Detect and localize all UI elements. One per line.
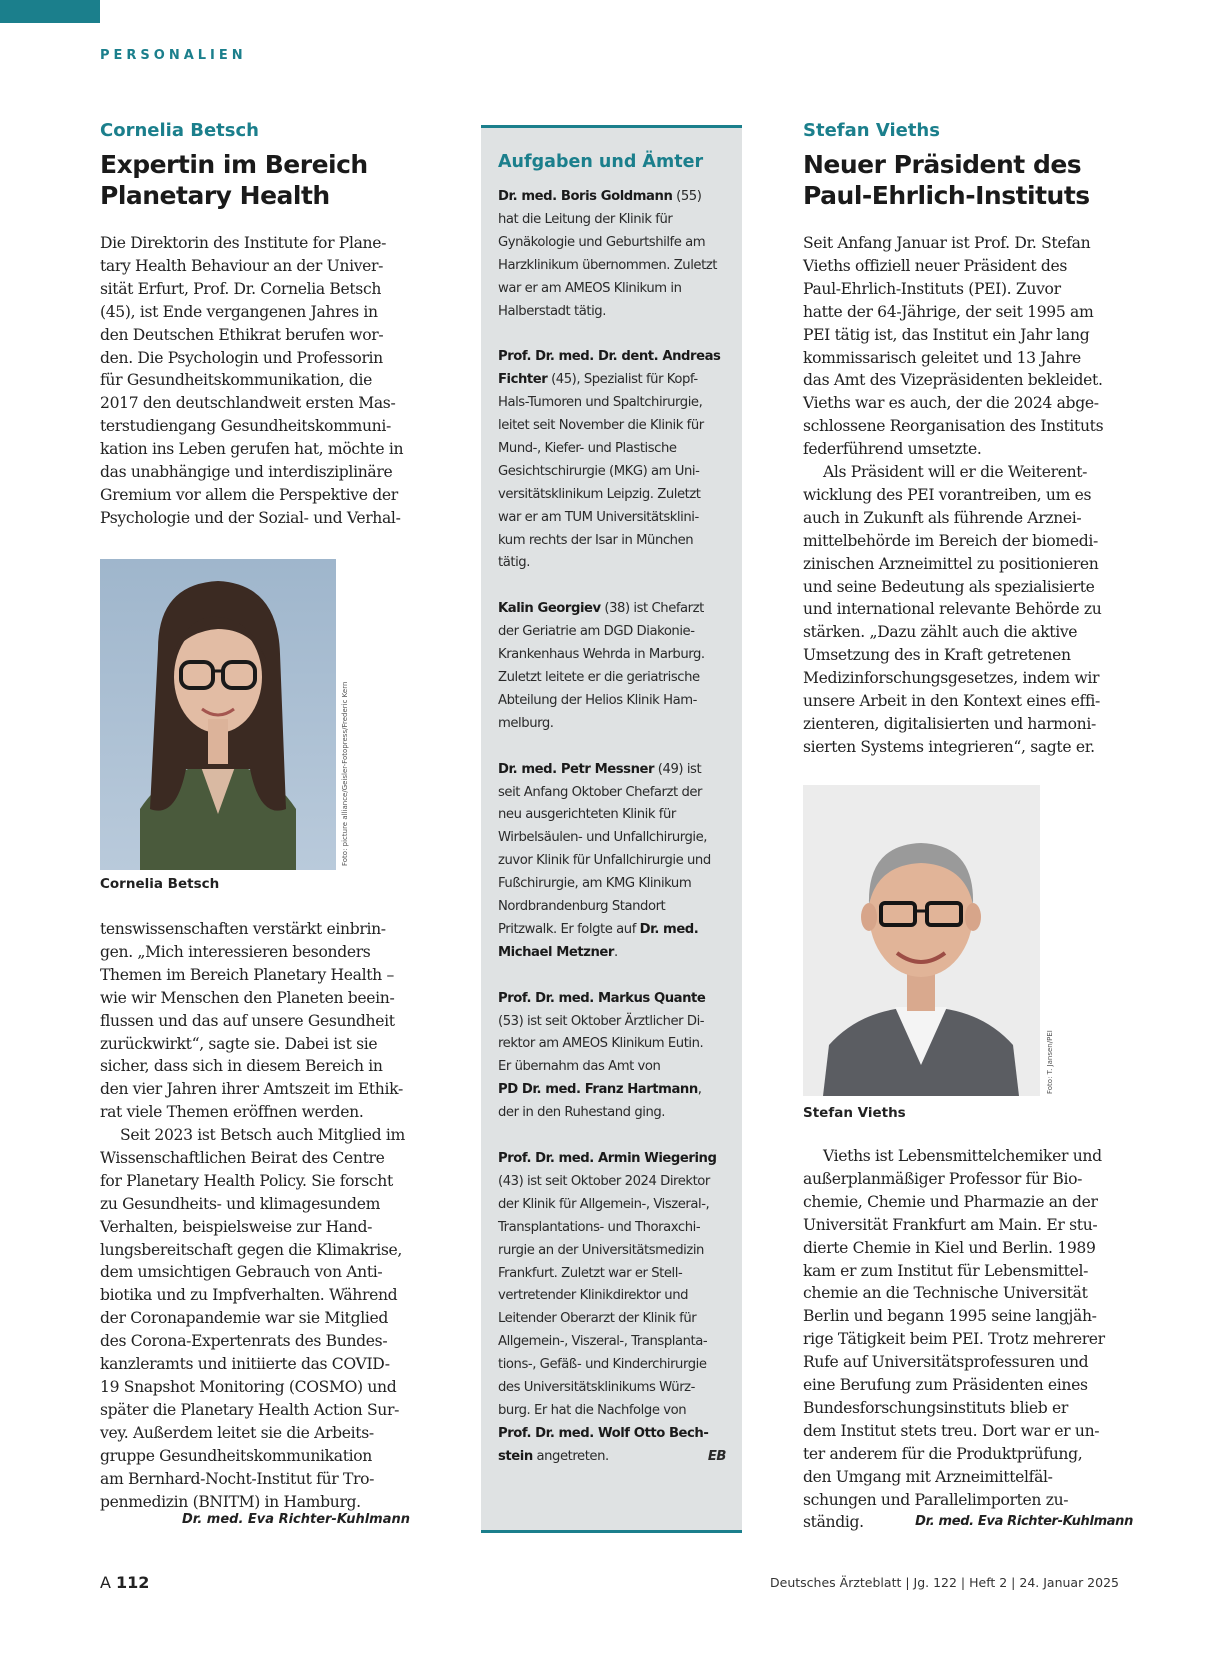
text-line: den Deutschen Ethikrat berufen wor-: [100, 325, 384, 344]
text-line: Halberstadt tätig.: [498, 303, 606, 319]
text-line: 2017 den deutschlandweit ersten Mas-: [100, 394, 396, 413]
right-second-paragraph: [803, 461, 1133, 759]
text-line: Paul-Ehrlich-Instituts (PEI). Zuvor: [803, 279, 1061, 298]
text-line: Transplantations- und Thoraxchi-: [498, 1219, 701, 1235]
text-line: tätig.: [498, 555, 530, 571]
text-line: Gynäkologie und Geburtshilfe am: [498, 234, 706, 250]
sidebar-box: [481, 125, 742, 1533]
text-line: des Corona-Expertenrats des Bundes-: [100, 1332, 388, 1351]
text-line: chemie an die Technische Universität: [803, 1284, 1088, 1303]
text-line: (53) ist seit Oktober Ärztlicher Di-: [498, 1013, 705, 1029]
journal-info: Deutsches Ärzteblatt | Jg. 122 | Heft 2 | 24. Januar 2025: [770, 1575, 1119, 1590]
text-line: terstudiengang Gesundheitskommuni-: [100, 417, 391, 436]
right-author-signature: Dr. med. Eva Richter-Kuhlmann: [915, 1514, 1133, 1529]
text-line: hatte der 64-Jährige, der seit 1995 am: [803, 302, 1094, 321]
right-photo-caption: Stefan Vieths: [803, 1105, 906, 1121]
text-line: Zuletzt leitete er die geriatrische: [498, 670, 700, 685]
text-line: Seit 2023 ist Betsch auch Mitglied im: [120, 1126, 405, 1144]
left-second-paragraph: [100, 1124, 420, 1513]
text-line: des Universitätsklinikums Würz-: [498, 1380, 695, 1396]
text-line: Abteilung der Helios Klinik Ham-: [498, 692, 697, 708]
portrait-man-image: [803, 785, 1040, 1096]
text-line: flussen und das auf unsere Gesundheit: [100, 1011, 395, 1030]
text-line: für Gesundheitskommunikation, die: [100, 371, 372, 390]
text-line: dem umsichtigen Gebrauch von Anti-: [100, 1263, 383, 1282]
text-line: gruppe Gesundheitskommunikation: [100, 1446, 372, 1465]
text-line: Bundesforschungsinstituts blieb er: [803, 1398, 1068, 1417]
left-photo-caption: Cornelia Betsch: [100, 876, 220, 892]
text-line: kommissarisch geleitet und 13 Jahre: [803, 348, 1081, 367]
text-line: Gesichtschirurgie (MKG) am Uni-: [498, 463, 700, 479]
sidebar-title: Aufgaben und Ämter: [498, 152, 704, 172]
text-line: zu Gesundheits- und klimagesundem: [100, 1194, 381, 1213]
text-line: leitet seit November die Klinik für: [498, 418, 704, 434]
text-line: sierten Systems integrieren“, sagte er.: [803, 737, 1095, 756]
text-line: Psychologie und der Sozial- und Verhal-: [100, 508, 401, 527]
text-line: später die Planetary Health Action Sur-: [100, 1400, 399, 1419]
right-last-line: ständig. Dr. med. Eva Richter-Kuhlmann: [803, 1511, 1133, 1534]
right-article-header: [803, 120, 1133, 211]
text-line: Wissenschaftlichen Beirat des Centre: [100, 1148, 385, 1167]
text-line: den Umgang mit Arzneimittelfäl-: [803, 1467, 1053, 1486]
left-article-header: [100, 120, 410, 211]
right-photo-credit: Foto: T. Jansen/PEI: [1046, 1030, 1054, 1094]
text-line: Hals-Tumoren und Spaltchirurgie,: [498, 395, 703, 411]
text-line: gen. „Mich interessieren besonders: [100, 942, 371, 961]
text-line: unsere Arbeit in den Kontext eines effi-: [803, 692, 1100, 711]
text-line: den. Die Psychologin und Professorin: [100, 348, 383, 367]
text-line: Harzklinikum übernommen. Zuletzt: [498, 257, 717, 273]
text-line: hat die Leitung der Klinik für: [498, 211, 673, 227]
cornelia-betsch-photo: [100, 559, 336, 870]
text-line: dierte Chemie in Kiel und Berlin. 1989: [803, 1238, 1096, 1257]
portrait-woman-image: [100, 559, 336, 870]
text-line: Rufe auf Universitätsprofessuren und: [803, 1353, 1089, 1372]
sidebar-entry-wiegering: Prof. Dr. med. Armin Wiegering (43) ist seit Oktober 2024 Direktor der Klinik für Allgemein-, Viszeral-, Transplantations- und Thoraxchi- rurgie an der Universitätsmedizin Frankfurt. Zuletzt war er Stell- vertretender Klinikdirektor und Leitender Oberarzt der Klinik für Allgemein-, Viszeral-, Transplanta- tions-, Gefäß- und Kinderchirurgie des Universitätsklinikums Würz- burg. Er hat die Nachfolge von Prof. Dr. med. Wolf Otto Bech- stein angetreten. EB: [498, 1148, 726, 1469]
text-line: Leitender Oberarzt der Klinik für: [498, 1311, 697, 1327]
text-line: sität Erfurt, Prof. Dr. Cornelia Betsch: [100, 279, 382, 298]
text-line: Universität Frankfurt am Main. Er stu-: [803, 1215, 1098, 1234]
text-line: am Bernhard-Nocht-Institut für Tro-: [100, 1469, 375, 1488]
section-label: PERSONALIEN: [100, 48, 247, 63]
text-line: seit Anfang Oktober Chefarzt der: [498, 784, 703, 800]
text-line: vertretender Klinikdirektor und: [498, 1288, 689, 1304]
text-line: wie wir Menschen den Planeten beein-: [100, 988, 395, 1007]
text-line: versitätsklinikum Leipzig. Zuletzt: [498, 486, 701, 502]
text-line: Vieths offiziell neuer Präsident des: [803, 256, 1068, 275]
corner-accent-bar: [0, 0, 100, 23]
text-line: biotika und zu Impfverhalten. Während: [100, 1286, 398, 1305]
text-line: der Klinik für Allgemein-, Viszeral-,: [498, 1196, 710, 1212]
sidebar-entry-goldmann: Dr. med. Boris Goldmann (55) hat die Leitung der Klinik für Gynäkologie und Geburtshilfe am Harzklinikum übernommen. Zuletzt war er am AMEOS Klinikum in Halberstadt tätig.: [498, 186, 726, 323]
text-line: federführend umsetzte.: [803, 440, 982, 459]
right-third-paragraph: [803, 1145, 1133, 1512]
sidebar-entry-quante: Prof. Dr. med. Markus Quante (53) ist seit Oktober Ärztlicher Di- rektor am AMEOS Klinikum Eutin. Er übernahm das Amt von PD Dr. med. Franz Hartmann, der in den Ruhestand ging.: [498, 988, 726, 1125]
text-line: tions-, Gefäß- und Kinderchirurgie: [498, 1357, 707, 1373]
text-line: das unabhängige und interdisziplinäre: [100, 463, 393, 482]
text-line: Krankenhaus Wehrda in Marburg.: [498, 647, 705, 663]
text-line: der Coronapandemie war sie Mitglied: [100, 1309, 388, 1328]
text-line: tenswissenschaften verstärkt einbrin-: [100, 920, 386, 938]
text-line: (45), ist Ende vergangenen Jahres in: [100, 302, 378, 321]
text-line: eine Berufung zum Präsidenten eines: [803, 1376, 1088, 1395]
text-line: schlossene Reorganisation des Instituts: [803, 417, 1104, 436]
text-line: Nordbrandenburg Standort: [498, 899, 666, 915]
left-author-signature: Dr. med. Eva Richter-Kuhlmann: [181, 1512, 410, 1527]
right-headline: Neuer Präsident des Paul-Ehrlich-Instituts: [803, 150, 1090, 210]
text-line: neu ausgerichteten Klinik für: [498, 807, 676, 823]
text-line: außerplanmäßiger Professor für Bio-: [803, 1169, 1083, 1188]
text-line: war er am AMEOS Klinikum in: [498, 280, 682, 296]
sidebar-signature: EB: [707, 1448, 726, 1464]
text-line: das Amt des Vizepräsidenten bekleidet.: [803, 371, 1103, 390]
text-line: Als Präsident will er die Weiterent-: [823, 463, 1088, 481]
text-line: penmedizin (BNITM) in Hamburg.: [100, 1492, 361, 1511]
text-line: chemie, Chemie und Pharmazie an der: [803, 1192, 1098, 1211]
left-intro-paragraph: [100, 232, 420, 530]
text-line: Verhalten, beispielsweise zur Hand-: [100, 1217, 373, 1236]
right-first-paragraph: [803, 232, 1133, 461]
text-line: auch in Zukunft als führende Arznei-: [803, 508, 1082, 527]
text-line: vey. Außerdem leitet sie die Arbeits-: [100, 1423, 374, 1442]
text-line: Fußchirurgie, am KMG Klinikum: [498, 876, 692, 892]
text-line: zinischen Arzneimittel zu positionieren: [803, 554, 1099, 573]
text-line: Gremium vor allem die Perspektive der: [100, 485, 398, 504]
text-line: stärken. „Dazu zählt auch die aktive: [803, 623, 1078, 642]
text-line: kation ins Leben gerufen hat, möchte in: [100, 440, 404, 459]
text-line: melburg.: [498, 715, 554, 731]
right-kicker: Stefan Vieths: [803, 120, 940, 141]
text-line: zuvor Klinik für Unfallchirurgie und: [498, 853, 711, 869]
text-line: ter anderem für die Produktprüfung,: [803, 1444, 1083, 1463]
text-line: den vier Jahren ihrer Amtszeit im Ethik-: [100, 1080, 403, 1099]
left-kicker: Cornelia Betsch: [100, 120, 259, 141]
text-line: Seit Anfang Januar ist Prof. Dr. Stefan: [803, 234, 1091, 252]
page-number: A 112: [100, 1573, 150, 1592]
text-line: der Geriatrie am DGD Diakonie-: [498, 624, 695, 640]
text-line: wicklung des PEI vorantreiben, um es: [803, 485, 1092, 504]
text-line: sicher, dass sich in diesem Bereich in: [100, 1057, 383, 1076]
text-line: (43) ist seit Oktober 2024 Direktor: [498, 1173, 710, 1189]
text-line: tary Health Behaviour an der Univer-: [100, 256, 384, 275]
text-line: Allgemein-, Viszeral-, Transplanta-: [498, 1334, 708, 1350]
left-photo-credit: Foto: picture alliance/Geisler-Fotopress/Frederic Kern: [341, 681, 349, 866]
text-line: kam er zum Institut für Lebensmittel-: [803, 1261, 1089, 1280]
sidebar-entry-messner: Dr. med. Petr Messner (49) ist seit Anfang Oktober Chefarzt der neu ausgerichteten Klinik für Wirbelsäulen- und Unfallchirurgie, zuvor Klinik für Unfallchirurgie und Fußchirurgie, am KMG Klinikum Nordbrandenburg Standort Pritzwalk. Er folgte auf Dr. med. Michael Metzner.: [498, 759, 726, 965]
text-line: Themen im Bereich Planetary Health –: [100, 965, 394, 984]
left-headline: Expertin im Bereich Planetary Health: [100, 150, 368, 210]
text-line: dem Institut stets treu. Dort war er un-: [803, 1421, 1100, 1440]
text-line: Umsetzung des in Kraft getretenen: [803, 646, 1071, 665]
text-line: mittelbehörde im Bereich der biomedi-: [803, 531, 1098, 550]
text-line: rurgie an der Universitätsmedizin: [498, 1242, 704, 1258]
sidebar-entry-georgiev: Kalin Georgiev (38) ist Chefarzt der Geriatrie am DGD Diakonie- Krankenhaus Wehrda in Marburg. Zuletzt leitete er die geriatrische Abteilung der Helios Klinik Ham- melburg.: [498, 598, 726, 735]
text-line: lungsbereitschaft gegen die Klimakrise,: [100, 1240, 402, 1259]
text-line: rige Tätigkeit beim PEI. Trotz mehrerer: [803, 1330, 1105, 1349]
sidebar-entry-fichter: Prof. Dr. med. Dr. dent. Andreas Fichter (45), Spezialist für Kopf- Hals-Tumoren und Spaltchirurgie, leitet seit November die Klinik für Mund-, Kiefer- und Plastische Gesichtschirurgie (MKG) am Uni- versitätsklinikum Leipzig. Zuletzt war er am TUM Universitätsklini- kum rechts der Isar in München tätig.: [498, 346, 726, 575]
text-line: Vieths ist Lebensmittelchemiker und: [823, 1147, 1102, 1165]
left-continuation-paragraph: [100, 918, 420, 1124]
text-line: kum rechts der Isar in München: [498, 532, 694, 548]
text-line: war er am TUM Universitätsklini-: [498, 509, 699, 525]
text-line: und international relevante Behörde zu: [803, 600, 1102, 619]
text-line: 19 Snapshot Monitoring (COSMO) und: [100, 1377, 397, 1396]
text-line: Medizinforschungsgesetzes, indem wir: [803, 669, 1100, 688]
text-line: rektor am AMEOS Klinikum Eutin.: [498, 1036, 704, 1052]
text-line: rat viele Themen eröffnen werden.: [100, 1103, 364, 1122]
text-line: PEI tätig ist, das Institut ein Jahr lang: [803, 325, 1090, 344]
text-line: Frankfurt. Zuletzt war er Stell-: [498, 1265, 683, 1281]
text-line: Mund-, Kiefer- und Plastische: [498, 440, 677, 456]
text-line: Die Direktorin des Institute for Plane-: [100, 234, 387, 252]
text-line: schungen und Parallelimporten zu-: [803, 1490, 1069, 1509]
text-line: zurückwirkt“, sagte sie. Dabei ist sie: [100, 1034, 378, 1053]
sidebar-entries: [498, 186, 726, 1469]
text-line: Wirbelsäulen- und Unfallchirurgie,: [498, 830, 708, 846]
text-line: Er übernahm das Amt von: [498, 1059, 661, 1075]
text-line: und seine Bedeutung als spezialisierte: [803, 577, 1095, 596]
text-line: zienteren, digitalisierten und harmoni-: [803, 714, 1096, 733]
text-line: Berlin und begann 1995 seine langjäh-: [803, 1307, 1097, 1326]
text-line: Vieths war es auch, der die 2024 abge-: [803, 394, 1099, 413]
text-line: kanzleramts und initiierte das COVID-: [100, 1355, 390, 1374]
text-line: for Planetary Health Policy. Sie forscht: [100, 1171, 393, 1190]
stefan-vieths-photo: [803, 785, 1040, 1096]
